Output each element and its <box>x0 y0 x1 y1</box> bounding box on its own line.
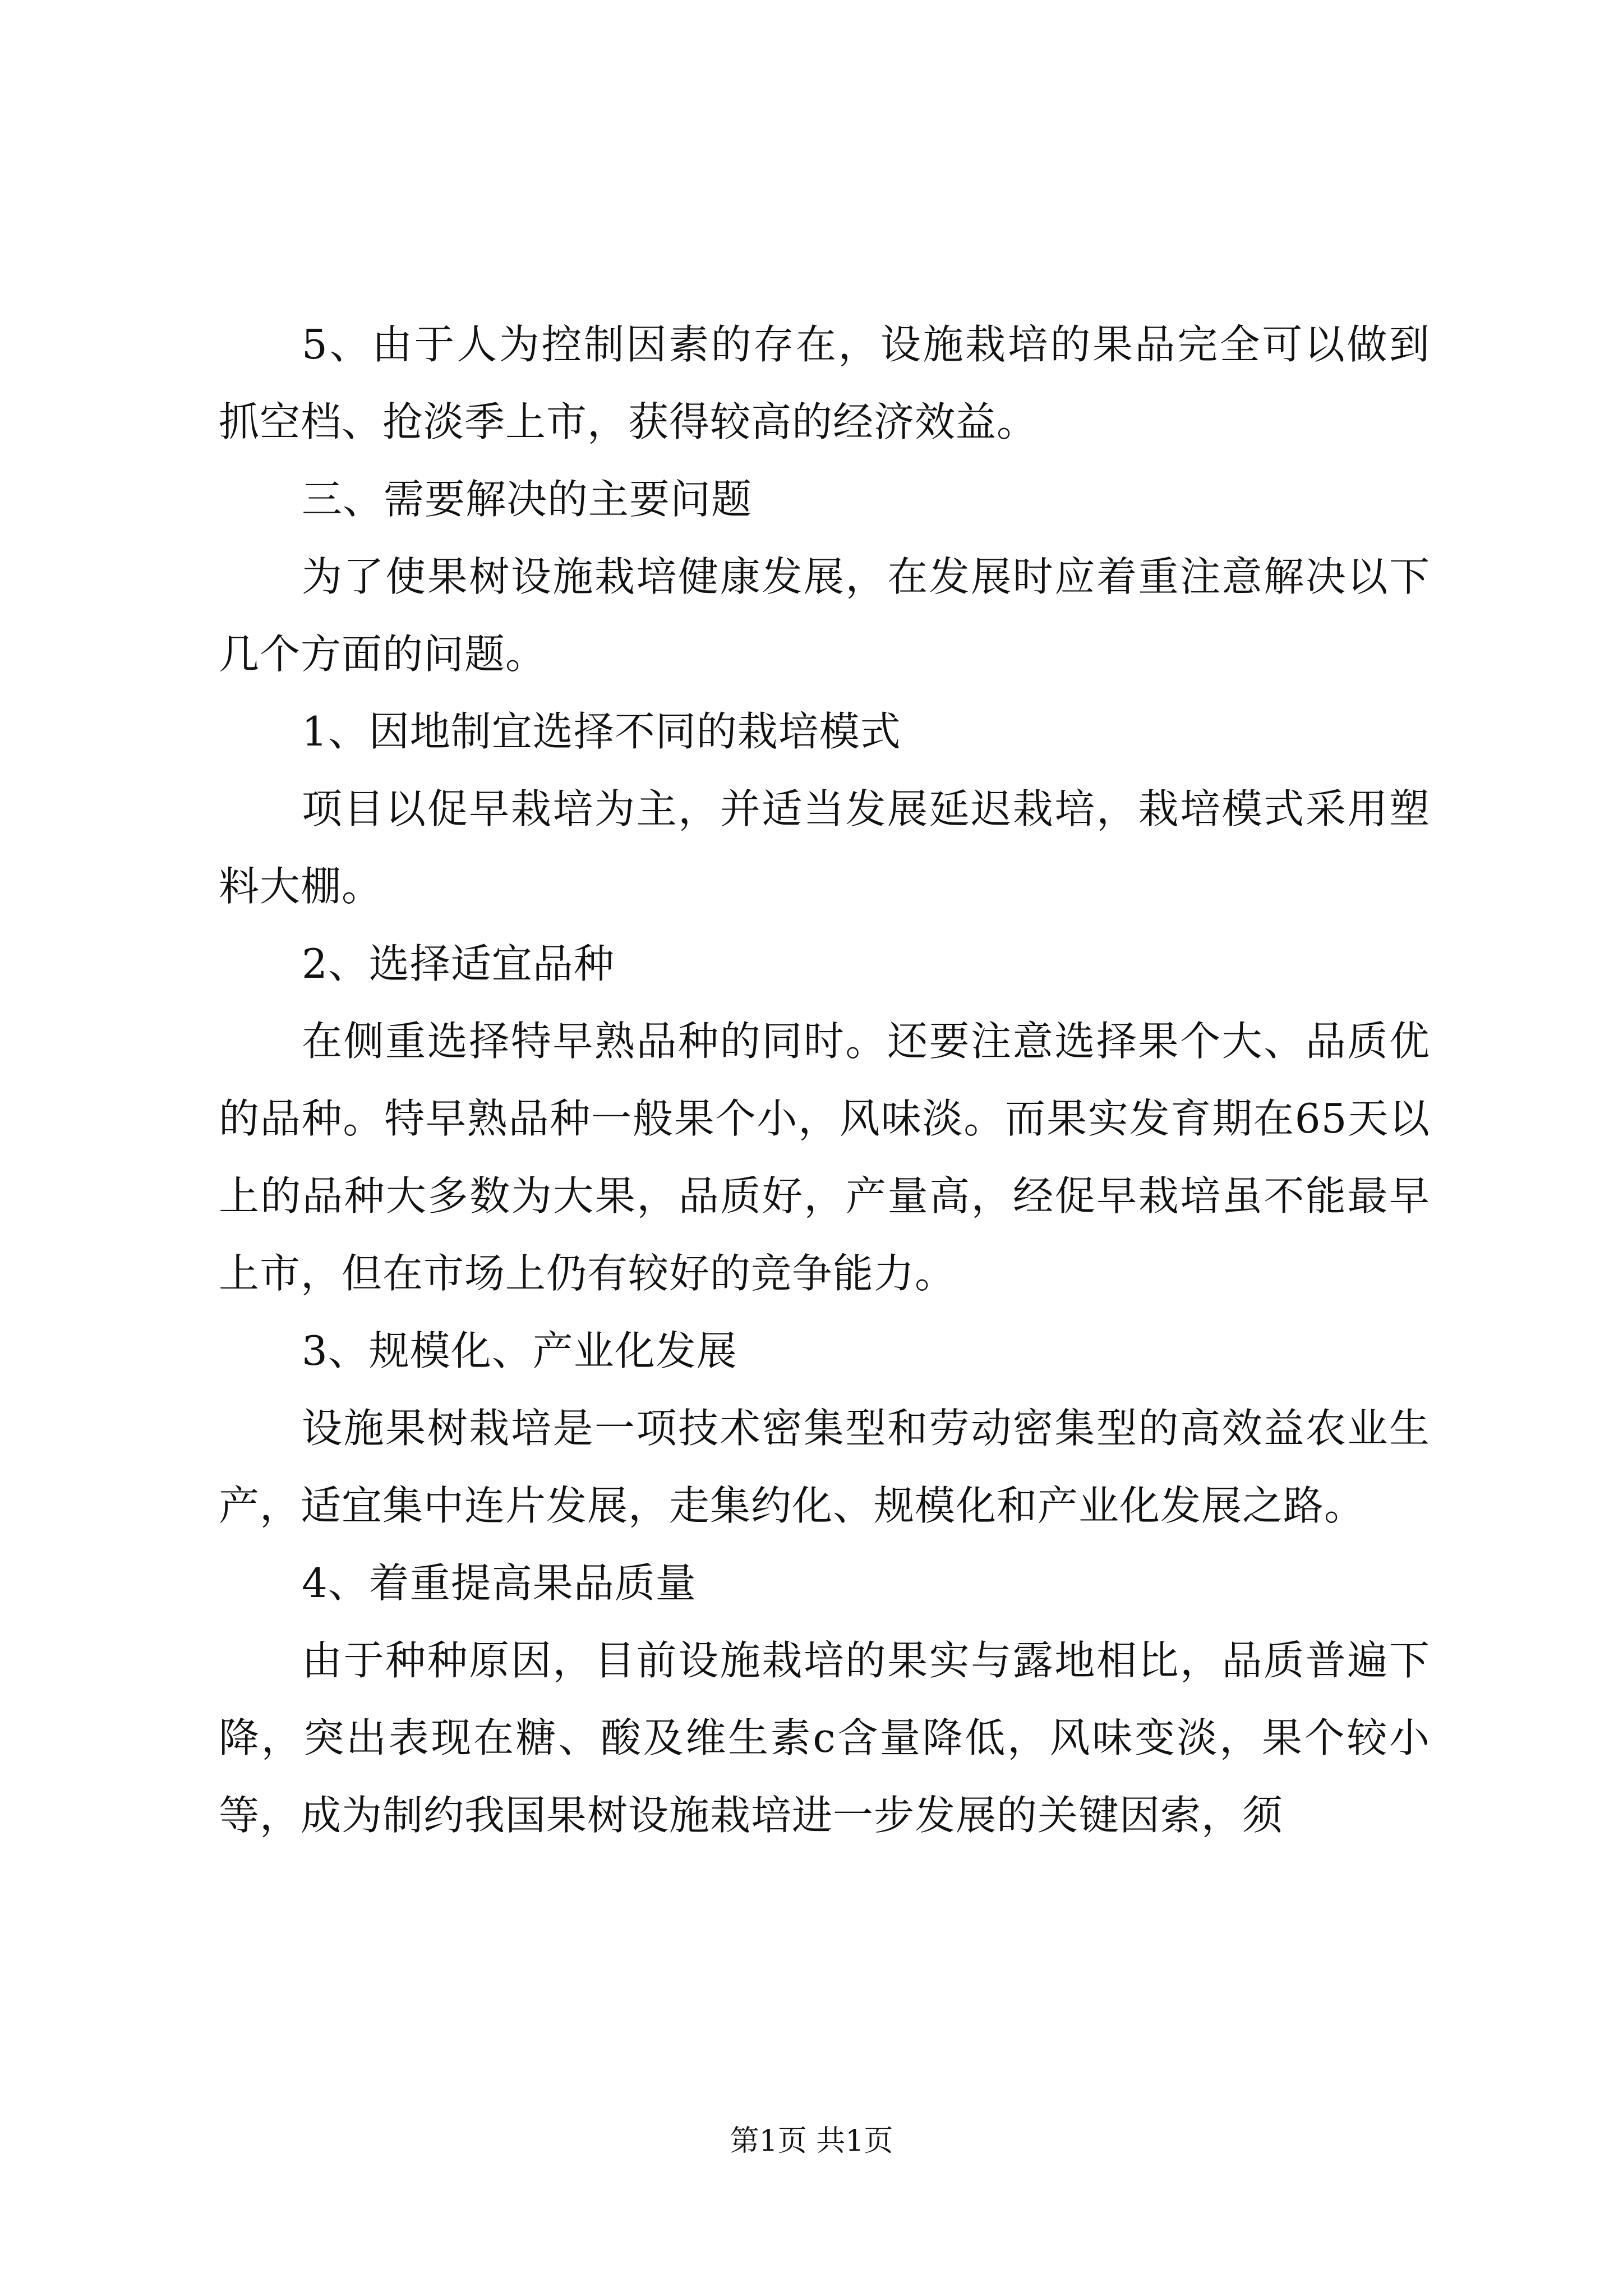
paragraph-point-5: 5、由于人为控制因素的存在，设施栽培的果品完全可以做到抓空档、抢淡季上市，获得较高的经济效益。 <box>219 321 1430 445</box>
subheading-fruit-quality: 4、着重提高果品质量 <box>302 1559 697 1607</box>
paragraph-variety-selection: 在侧重选择特早熟品种的同时。还要注意选择果个大、品质优的品种。特早熟品种一般果个小，风味淡。而果实发育期在65天以上的品种大多数为大果，品质好，产量高，经促早栽培虽不能最早上市，但在市场上仍有较好的竞争能力。 <box>219 1018 1430 1297</box>
section-heading-problems: 三、需要解决的主要问题 <box>302 476 753 523</box>
paragraph-scale-industrialization: 设施果树栽培是一项技术密集型和劳动密集型的高效益农业生产，适宜集中连片发展，走集约化、规模化和产业化发展之路。 <box>219 1405 1430 1529</box>
paragraph-intro-problems: 为了使果树设施栽培健康发展，在发展时应着重注意解决以下几个方面的问题。 <box>219 553 1430 678</box>
document-body <box>219 306 1430 1854</box>
paragraph-cultivation-mode: 项目以促早栽培为主，并适当发展延迟栽培，栽培模式采用塑料大棚。 <box>219 785 1430 910</box>
subheading-cultivation-mode: 1、因地制宜选择不同的栽培模式 <box>302 708 901 755</box>
subheading-scale-industrialization: 3、规模化、产业化发展 <box>302 1327 737 1374</box>
subheading-variety-selection: 2、选择适宜品种 <box>302 940 615 987</box>
page-footer: 第1页 共1页 <box>730 2124 893 2158</box>
paragraph-fruit-quality: 由于种种原因，目前设施栽培的果实与露地相比，品质普遍下降，突出表现在糖、酸及维生素c含量降低，风味变淡，果个较小等，成为制约我国果树设施栽培进一步发展的关键因索，须 <box>219 1637 1430 1839</box>
